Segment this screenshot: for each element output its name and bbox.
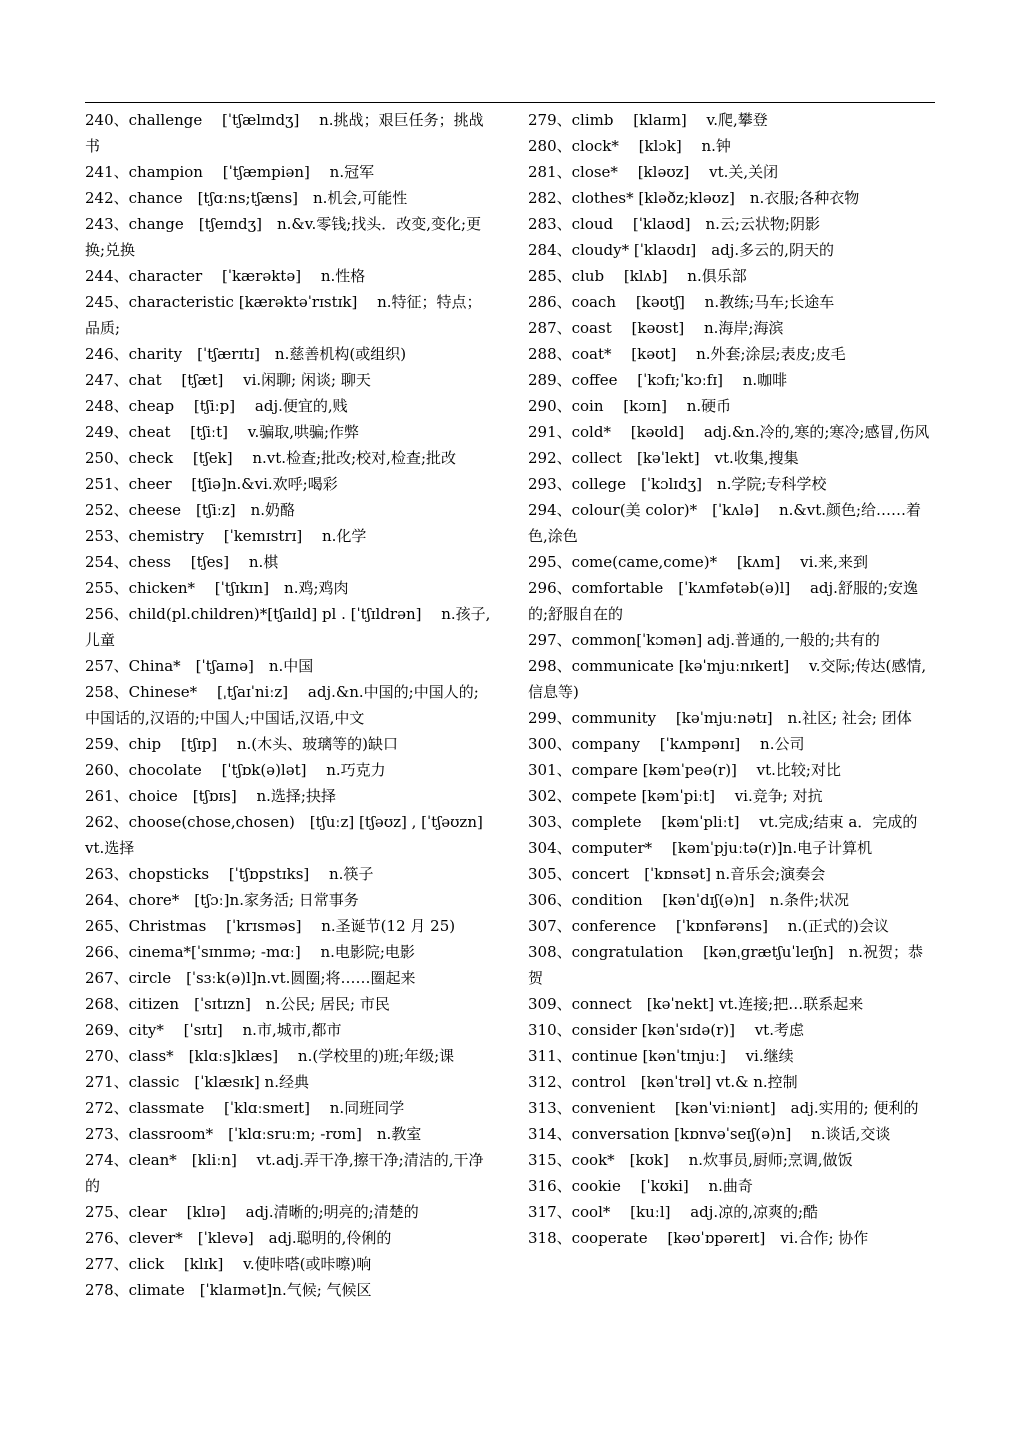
vocab-entry: 254、chess [tʃes] n.棋 bbox=[85, 553, 279, 571]
vocab-entry: 273、classroom* [ˈklɑːsruːm; -rʊm] n.教室 bbox=[85, 1125, 422, 1143]
vocab-entry: 309、connect [kəˈnekt] vt.连接;把…联系起来 bbox=[528, 995, 864, 1013]
vocab-entry: 250、check [tʃek] n.vt.检查;批改;校对,检查;批改 bbox=[85, 449, 456, 467]
vocab-entry: 296、comfortable [ˈkʌmfətəb(ə)l] adj.舒服的;安逸的;舒服自在的 bbox=[528, 579, 919, 623]
vocab-entry: 270、class* [klɑːs]klæs] n.(学校里的)班;年级;课 bbox=[85, 1047, 455, 1065]
vocab-entry: 286、coach [kəʊtʃ] n.教练;马车;长途车 bbox=[528, 293, 835, 311]
vocab-entry: 274、clean* [kliːn] vt.adj.弄干净,擦干净;清洁的,干净的 bbox=[85, 1151, 484, 1195]
vocab-entry: 265、Christmas [ˈkrɪsməs] n.圣诞节(12 月 25) bbox=[85, 917, 456, 935]
vocab-entry: 288、coat* [kəʊt] n.外套;涂层;表皮;皮毛 bbox=[528, 345, 846, 363]
vocab-entry: 302、compete [kəmˈpiːt] vi.竞争; 对抗 bbox=[528, 787, 823, 805]
vocab-entry: 305、concert [ˈkɒnsət] n.音乐会;演奏会 bbox=[528, 865, 826, 883]
vocab-entry: 312、control [kənˈtrəl] vt.& n.控制 bbox=[528, 1073, 798, 1091]
vocab-entry: 241、champion [ˈtʃæmpiən] n.冠军 bbox=[85, 163, 375, 181]
vocab-entry: 263、chopsticks [ˈtʃɒpstɪks] n.筷子 bbox=[85, 865, 374, 883]
vocab-entry: 295、come(came,come)* [kʌm] vi.来,来到 bbox=[528, 553, 868, 571]
vocab-entry: 257、China* [ˈtʃaɪnə] n.中国 bbox=[85, 657, 314, 675]
vocab-entry: 303、complete [kəmˈpliːt] vt.完成;结束 a．完成的 bbox=[528, 813, 918, 831]
vocab-entry: 284、cloudy* [ˈklaʊdɪ] adj.多云的,阴天的 bbox=[528, 241, 834, 259]
vocab-entry: 269、city* [ˈsɪtɪ] n.市,城市,都市 bbox=[85, 1021, 342, 1039]
vocab-entry: 290、coin [kɔɪn] n.硬币 bbox=[528, 397, 732, 415]
vocab-entry: 299、community [kəˈmjuːnətɪ] n.社区; 社会; 团体 bbox=[528, 709, 912, 727]
vocab-entry: 245、characteristic [kærəktəˈrɪstɪk] n.特征；特点；品质; bbox=[85, 293, 482, 337]
vocab-entry: 306、condition [kənˈdɪʃ(ə)n] n.条件;状况 bbox=[528, 891, 850, 909]
vocab-entry: 246、charity [ˈtʃærɪtɪ] n.慈善机构(或组织) bbox=[85, 345, 407, 363]
vocab-entry: 267、circle [ˈsɜːk(ə)l]n.vt.圆圈;将……圈起来 bbox=[85, 969, 416, 987]
vocab-entry: 298、communicate [kəˈmjuːnɪkeɪt] v.交际;传达(感情,信息等) bbox=[528, 657, 927, 701]
vocab-entry: 313、convenient [kənˈviːniənt] adj.实用的; 便利的 bbox=[528, 1099, 919, 1117]
vocab-entry: 297、common[ˈkɔmən] adj.普通的,一般的;共有的 bbox=[528, 631, 880, 649]
vocab-entry: 272、classmate [ˈklɑːsmeɪt] n.同班同学 bbox=[85, 1099, 405, 1117]
left-column bbox=[85, 107, 493, 1303]
vocab-entry: 301、compare [kəmˈpeə(r)] vt.比较;对比 bbox=[528, 761, 841, 779]
vocab-entry: 242、chance [tʃɑːns;tʃæns] n.机会,可能性 bbox=[85, 189, 408, 207]
vocab-entry: 244、character [ˈkærəktə] n.性格 bbox=[85, 267, 366, 285]
vocab-entry: 256、child(pl.children)*[tʃaɪld] pl . [ˈtʃɪldrən] n.孩子,儿童 bbox=[85, 605, 491, 649]
vocab-entry: 259、chip [tʃɪp] n.(木头、玻璃等的)缺口 bbox=[85, 735, 398, 753]
vocab-entry: 262、choose(chose,chosen) [tʃuːz] [tʃəʊz] , [ˈtʃəʊzn] vt.选择 bbox=[85, 813, 483, 857]
vocab-entry: 248、cheap [tʃiːp] adj.便宜的,贱 bbox=[85, 397, 348, 415]
vocab-entry: 261、choice [tʃɒɪs] n.选择;抉择 bbox=[85, 787, 336, 805]
vocab-entry: 279、climb [klaɪm] v.爬,攀登 bbox=[528, 111, 768, 129]
vocab-entry: 314、conversation [kɒnvəˈseɪʃ(ə)n] n.谈话,交谈 bbox=[528, 1125, 891, 1143]
vocab-entry: 316、cookie [ˈkʊki] n.曲奇 bbox=[528, 1177, 753, 1195]
vocab-entry: 247、chat [tʃæt] vi.闲聊; 闲谈; 聊天 bbox=[85, 371, 371, 389]
vocab-entry: 307、conference [ˈkɒnfərəns] n.(正式的)会议 bbox=[528, 917, 889, 935]
vocab-entry: 268、citizen [ˈsɪtɪzn] n.公民; 居民; 市民 bbox=[85, 995, 390, 1013]
vocab-entry: 243、change [tʃeɪndʒ] n.&v.零钱;找头．改变,变化;更换;兑换 bbox=[85, 215, 482, 259]
vocab-entry: 249、cheat [tʃiːt] v.骗取,哄骗;作弊 bbox=[85, 423, 360, 441]
vocab-entry: 281、close* [kləʊz] vt.关,关闭 bbox=[528, 163, 779, 181]
right-column bbox=[528, 107, 936, 1251]
vocab-entry: 292、collect [kəˈlekt] vt.收集,搜集 bbox=[528, 449, 799, 467]
vocab-entry: 258、Chinese* [ˌtʃaɪˈniːz] adj.&n.中国的;中国人的;中国话的,汉语的;中国人;中国话,汉语,中文 bbox=[85, 683, 479, 727]
vocab-entry: 251、cheer [tʃiə]n.&vi.欢呼;喝彩 bbox=[85, 475, 338, 493]
vocab-entry: 285、club [klʌb] n.俱乐部 bbox=[528, 267, 747, 285]
vocab-entry: 315、cook* [kʊk] n.炊事员,厨师;烹调,做饭 bbox=[528, 1151, 853, 1169]
vocab-entry: 308、congratulation [kənˌgrætʃuˈleɪʃn] n.祝贺；恭贺 bbox=[528, 943, 923, 987]
vocab-entry: 240、challenge [ˈtʃælɪndʒ] n.挑战；艰巨任务；挑战书 bbox=[85, 111, 484, 155]
vocab-entry: 275、clear [klɪə] adj.清晰的;明亮的;清楚的 bbox=[85, 1203, 419, 1221]
vocab-entry: 280、clock* [klɔk] n.钟 bbox=[528, 137, 731, 155]
vocab-entry: 255、chicken* [ˈtʃɪkɪn] n.鸡;鸡肉 bbox=[85, 579, 349, 597]
vocab-entry: 311、continue [kənˈtɪnjuː] vi.继续 bbox=[528, 1047, 794, 1065]
vocab-entry: 294、colour(美 color)* [ˈkʌlə] n.&vt.颜色;给……着色,涂色 bbox=[528, 501, 922, 545]
vocab-entry: 253、chemistry [ˈkemɪstrɪ] n.化学 bbox=[85, 527, 367, 545]
vocab-entry: 264、chore* [tʃɔː]n.家务活; 日常事务 bbox=[85, 891, 359, 909]
vocab-entry: 252、cheese [tʃiːz] n.奶酪 bbox=[85, 501, 296, 519]
vocab-entry: 283、cloud [ˈklaʊd] n.云;云状物;阴影 bbox=[528, 215, 820, 233]
vocab-entry: 304、computer* [kəmˈpjuːtə(r)]n.电子计算机 bbox=[528, 839, 873, 857]
vocab-entry: 271、classic [ˈklæsɪk] n.经典 bbox=[85, 1073, 309, 1091]
vocab-entry: 278、climate [ˈklaɪmət]n.气候; 气候区 bbox=[85, 1281, 372, 1299]
vocab-entry: 287、coast [kəʊst] n.海岸;海滨 bbox=[528, 319, 784, 337]
vocab-entry: 300、company [ˈkʌmpənɪ] n.公司 bbox=[528, 735, 805, 753]
vocab-entry: 277、click [klɪk] v.使咔嗒(或咔嚓)响 bbox=[85, 1255, 372, 1273]
vocab-entry: 282、clothes* [kləðz;kləʊz] n.衣服;各种衣物 bbox=[528, 189, 860, 207]
vocab-entry: 318、cooperate [kəʊˈɒpəreɪt] vi.合作; 协作 bbox=[528, 1229, 869, 1247]
vocab-entry: 260、chocolate [ˈtʃɒk(ə)lət] n.巧克力 bbox=[85, 761, 386, 779]
vocab-entry: 289、coffee [ˈkɔfɪ;ˈkɔːfɪ] n.咖啡 bbox=[528, 371, 788, 389]
header-rule bbox=[85, 102, 935, 103]
vocab-entry: 293、college [ˈkɔlɪdʒ] n.学院;专科学校 bbox=[528, 475, 827, 493]
vocab-entry: 291、cold* [kəʊld] adj.&n.冷的,寒的;寒冷;感冒,伤风 bbox=[528, 423, 930, 441]
vocab-entry: 310、consider [kənˈsɪdə(r)] vt.考虑 bbox=[528, 1021, 804, 1039]
vocab-entry: 317、cool* [kuːl] adj.凉的,凉爽的;酷 bbox=[528, 1203, 819, 1221]
vocab-entry: 266、cinema*[ˈsɪnɪmə; -mɑː] n.电影院;电影 bbox=[85, 943, 415, 961]
vocab-entry: 276、clever* [ˈklevə] adj.聪明的,伶俐的 bbox=[85, 1229, 392, 1247]
